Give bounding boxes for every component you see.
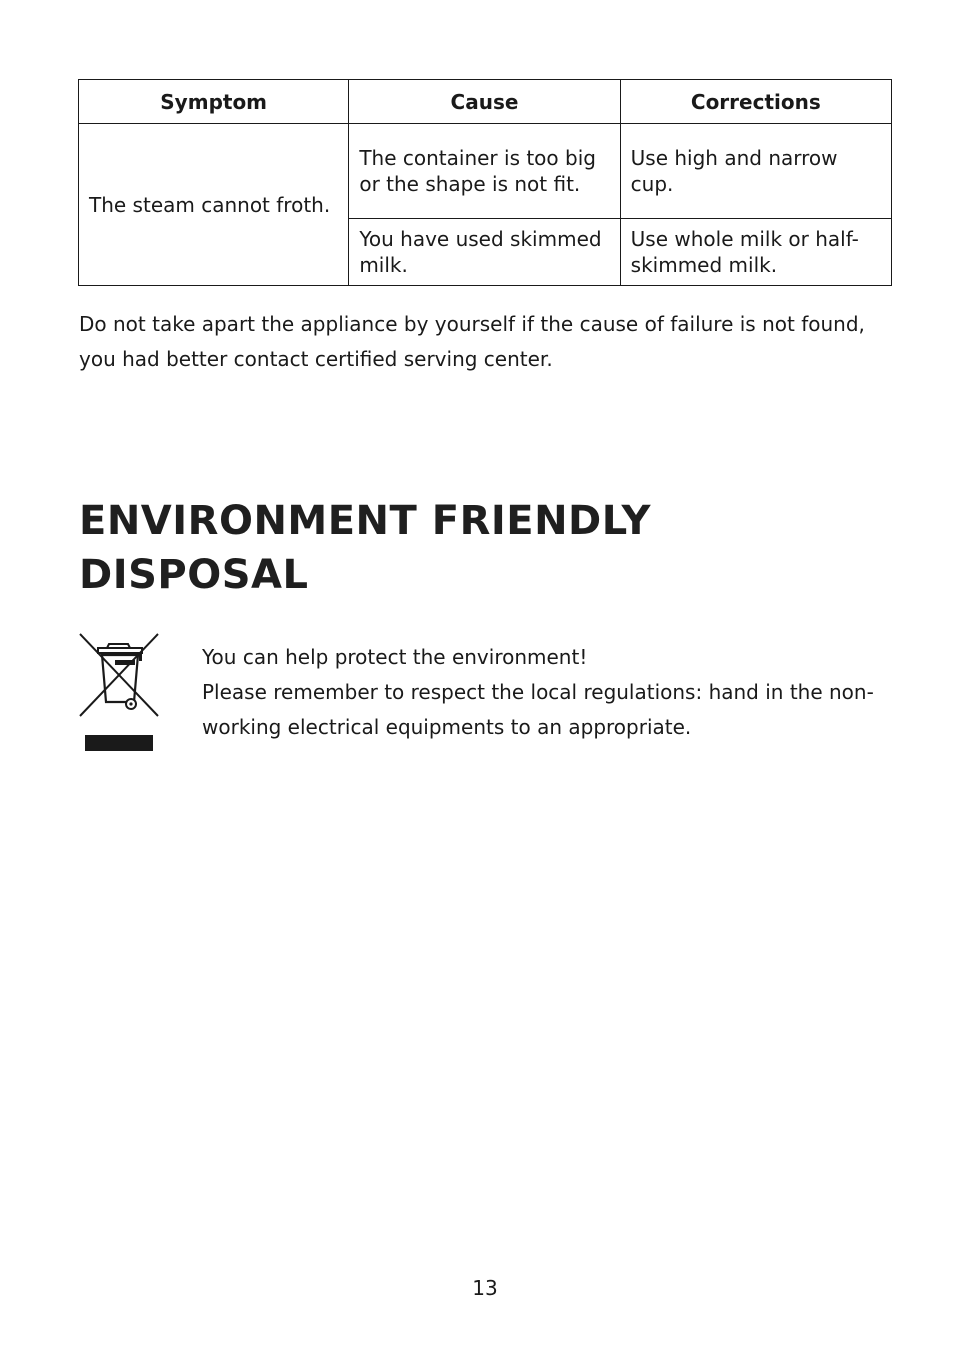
disposal-line-1: You can help protect the environment! xyxy=(202,645,588,669)
disposal-line-2: Please remember to respect the local regulations: hand in the non-working electrical equipments to an appropriate. xyxy=(202,680,874,739)
correction-cell: Use whole milk or half-skimmed milk. xyxy=(620,219,891,286)
page-number: 13 xyxy=(472,1276,498,1300)
section-title-line-2: DISPOSAL xyxy=(79,552,309,598)
correction-cell: Use high and narrow cup. xyxy=(620,124,891,219)
symptom-cell: The steam cannot froth. xyxy=(79,124,349,286)
header-cause: Cause xyxy=(349,80,620,124)
service-note: Do not take apart the appliance by yourself if the cause of failure is not found, you had better contact certified serving center. xyxy=(79,312,865,371)
header-symptom: Symptom xyxy=(79,80,349,124)
section-title xyxy=(79,494,651,602)
cause-cell: The container is too big or the shape is not fit. xyxy=(349,124,620,219)
table-header-row xyxy=(79,80,892,124)
table-row xyxy=(79,124,892,219)
disposal-text xyxy=(202,640,902,745)
crossed-out-wheelie-bin-icon xyxy=(78,632,162,754)
header-corrections: Corrections xyxy=(620,80,891,124)
section-title-line-1: ENVIRONMENT FRIENDLY xyxy=(79,498,651,544)
cause-cell: You have used skimmed milk. xyxy=(349,219,620,286)
troubleshooting-table xyxy=(78,79,892,286)
